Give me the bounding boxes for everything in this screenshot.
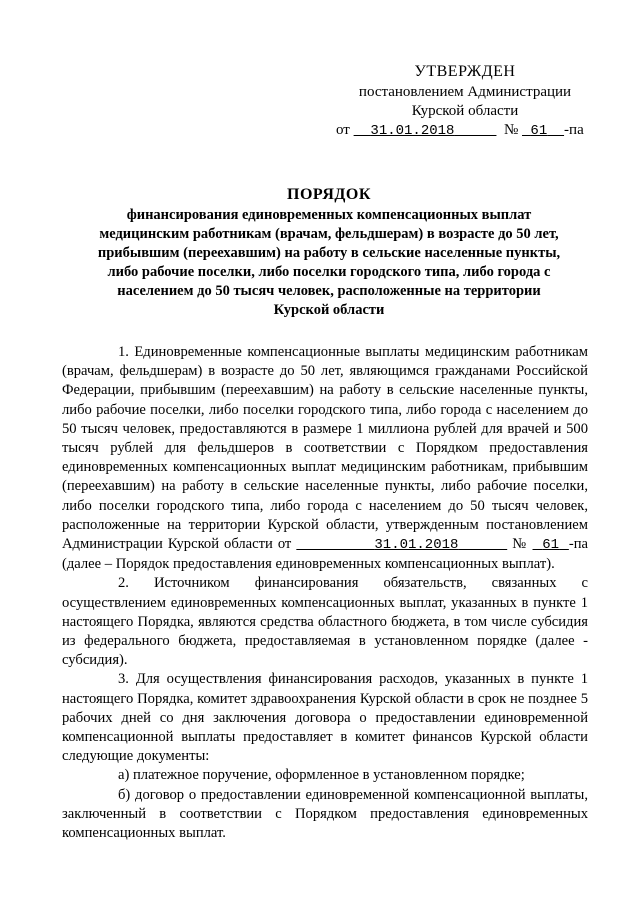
approval-number-suffix: -па [564, 122, 584, 138]
approval-date-prefix: от [336, 122, 350, 138]
paragraph-1-date: 31.01.2018 [374, 537, 459, 554]
title-line: финансирования единовременных компенсационных выплат [126, 207, 532, 223]
title-line: прибывшим (переехавшим) на работу в сельские населенные пункты, [97, 245, 561, 261]
paragraph-2: 2. Источником финансирования обязательств, связанных с осуществлением единовременных компенсационных выплат, указанных в пункте 1 настоящего Порядка, являются средства областного бюджета, в том числе субсидия из федерального бюджета, предоставляемая в установленном порядке (далее - субсидия). [62, 575, 588, 669]
approval-number: 61 [530, 123, 548, 139]
title-main: ПОРЯДОК [287, 186, 371, 203]
approval-line-2: Курской области [411, 103, 519, 119]
approval-number-prefix: № [503, 122, 519, 138]
approval-date-line [330, 121, 600, 141]
paragraph-1: 1. Единовременные компенсационные выплаты медицинским работникам (врачам, фельдшерам) в возрасте до 50 лет, являющимся гражданами Российской Федерации, прибывшим (переехавшим) на работу в сельские населенные пункты, либо рабочие поселки, либо поселки городского типа, либо города с населением до 50 тысяч человек, предоставляются в размере 1 миллиона рублей для врачей и 500 тысяч рублей для фельдшеров в соответствии с Порядком предоставления единовременных компенсационных выплат медицинским работникам, прибывшим (переехавшим) на работу в сельские населенные пункты, либо рабочие поселки, либо поселки городского типа, либо города с населением до 50 тысяч человек, расположенные на территории Курской области, утвержденным постановлением Администрации Курской области от 31.01.2018 № 61 -па (далее – Порядок предоставления единовременных компенсационных выплат). [62, 344, 589, 573]
document-title [86, 185, 572, 320]
list-item-b: б) договор о предоставлении единовременной компенсационной выплаты, заключенный в соответствии с Порядком предоставления единовременных компенсационных выплат. [62, 786, 588, 842]
approval-date: 31.01.2018 [370, 123, 455, 139]
paragraph-3: 3. Для осуществления финансирования расходов, указанных в пункте 1 настоящего Порядка, комитет здравоохранения Курской области в срок не позднее 5 рабочих дней со дня заключения договора о предоставлении единовременной компенсационной выплаты предоставляет в комитет финансов Курской области следующие документы: [62, 671, 588, 765]
title-line: либо рабочие поселки, либо поселки городского типа, либо города с [107, 264, 551, 280]
paragraph-1-number: 61 [542, 537, 560, 554]
document-body [62, 343, 588, 843]
approval-line-1: постановлением Администрации [358, 84, 572, 100]
approval-heading: УТВЕРЖДЕН [414, 63, 516, 80]
title-line: медицинским работникам (врачам, фельдшерам) в возрасте до 50 лет, [99, 226, 559, 242]
title-line: Курской области [273, 302, 385, 318]
approval-stamp [330, 62, 600, 141]
title-line: населением до 50 тысяч человек, расположенные на территории [117, 283, 541, 299]
list-item-a: а) платежное поручение, оформленное в установленном порядке; [118, 767, 525, 784]
